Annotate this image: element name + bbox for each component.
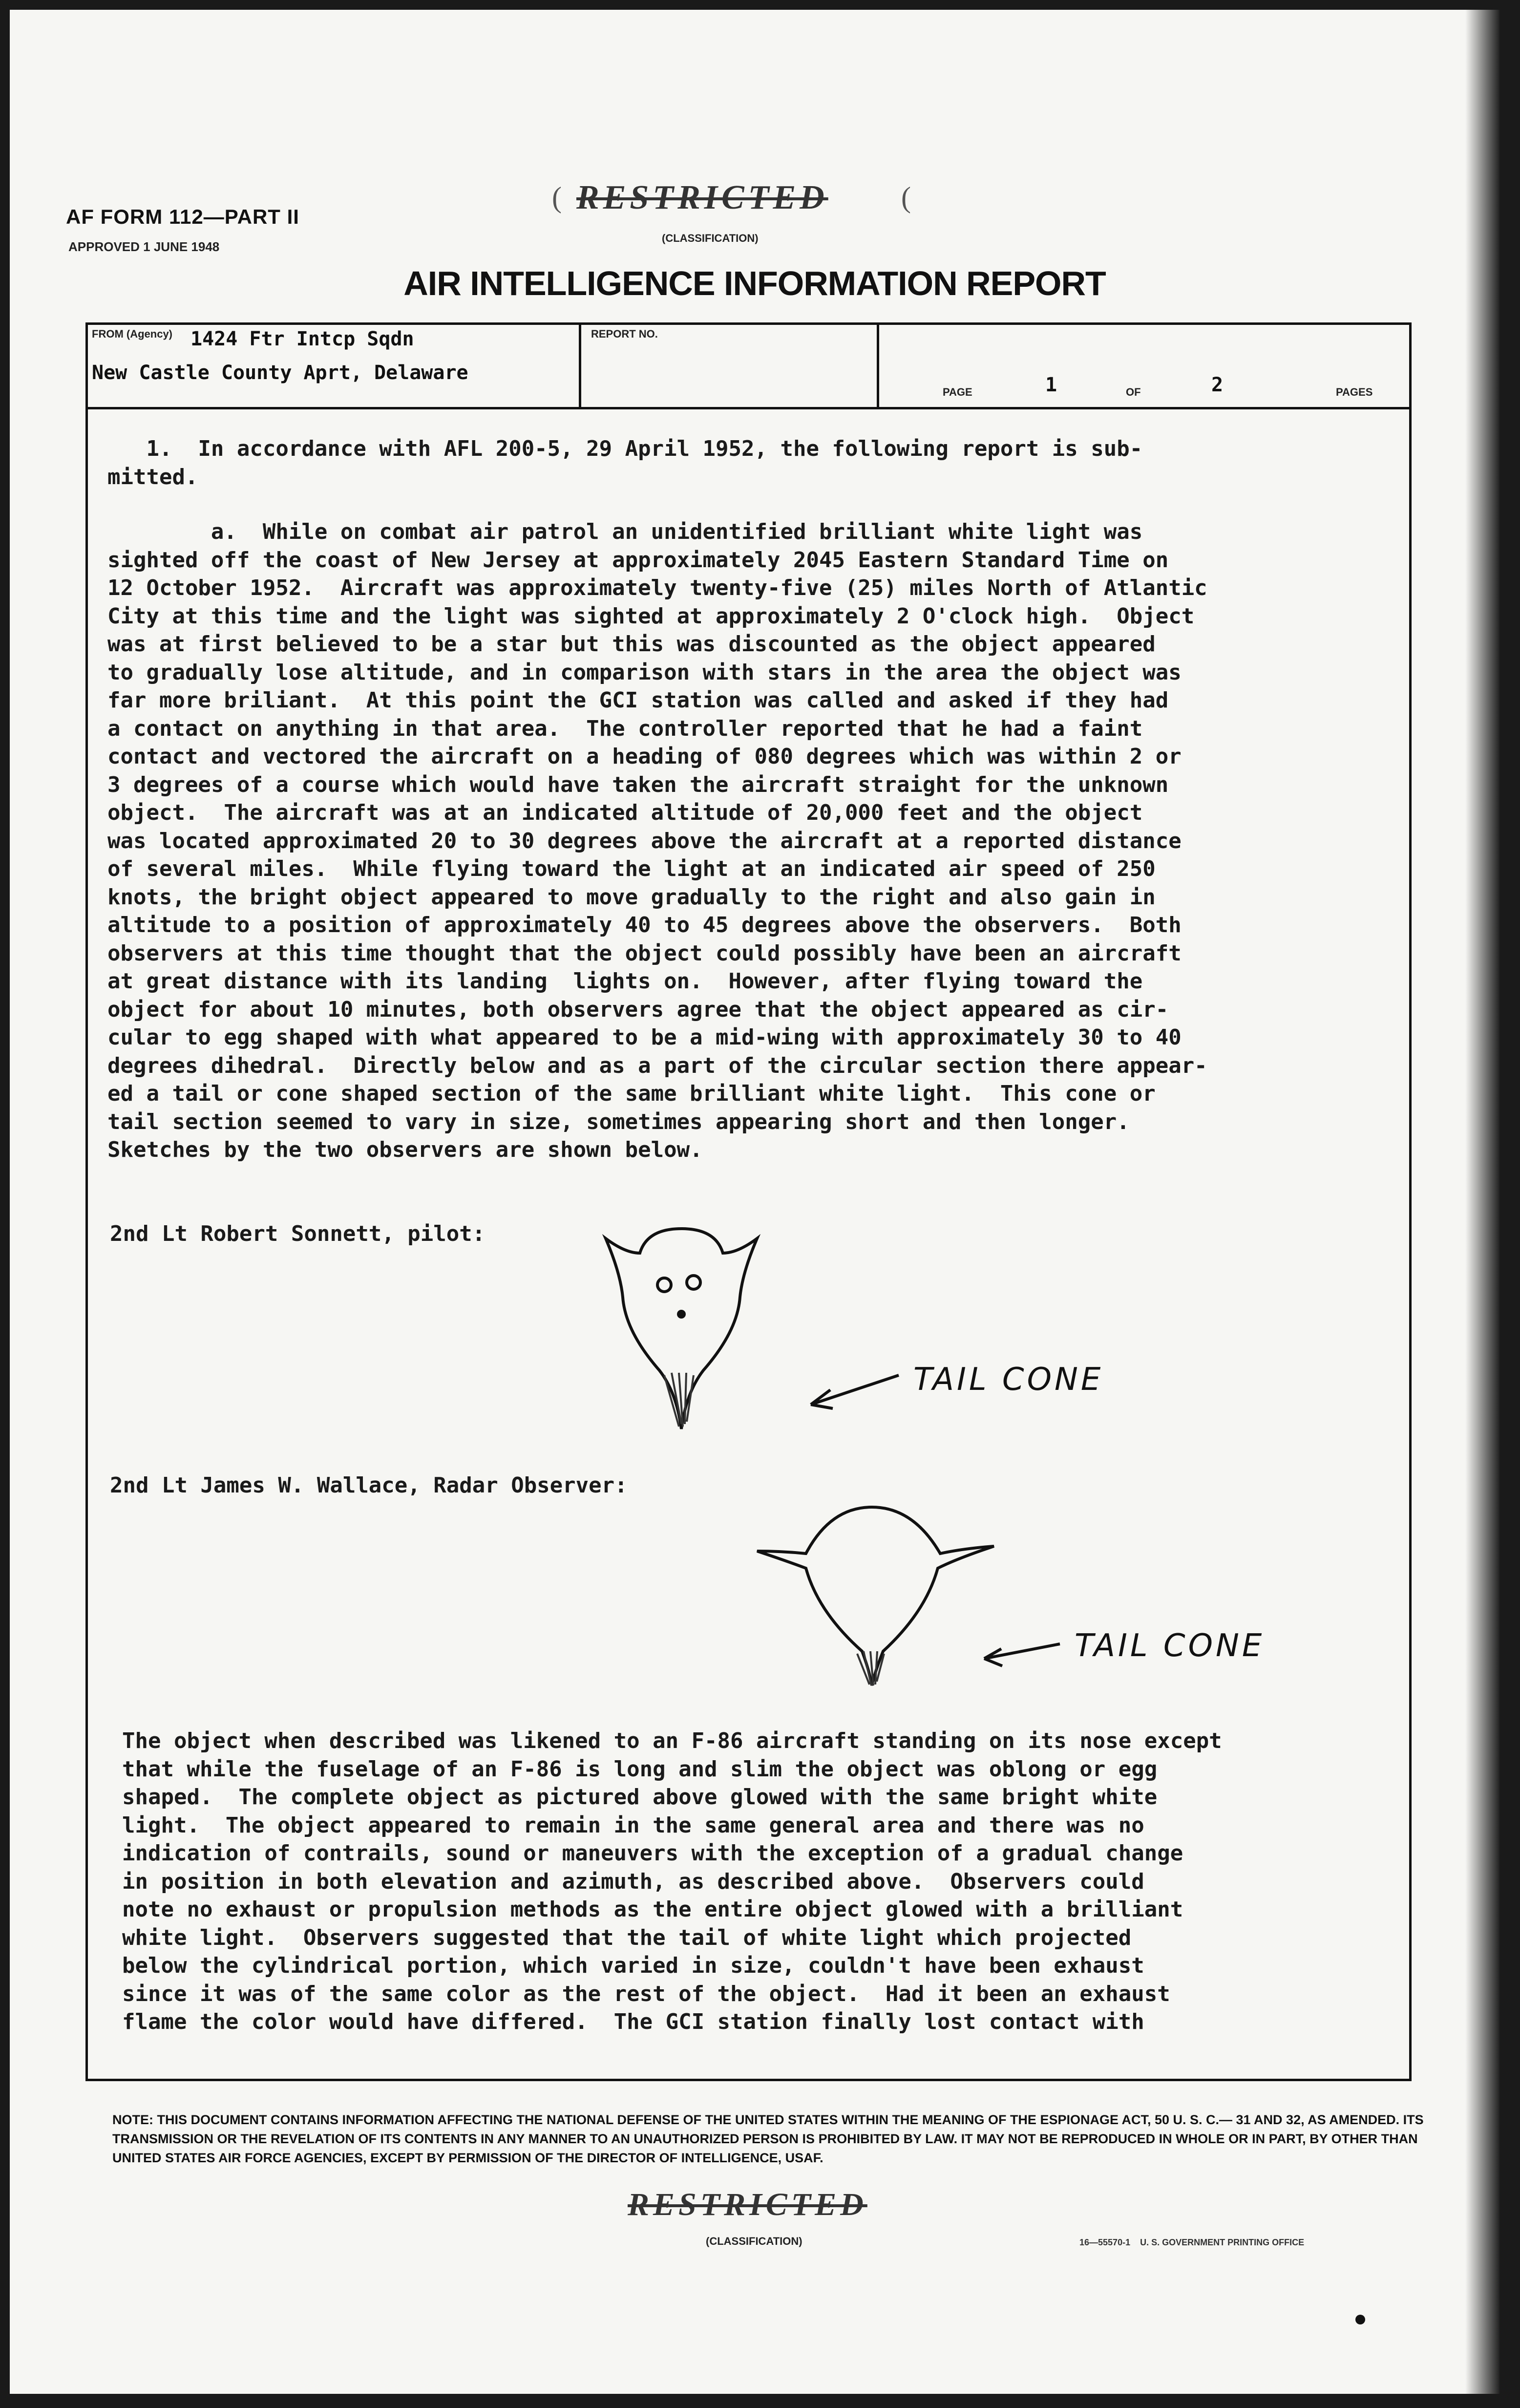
sketch-radar-observer bbox=[752, 1490, 1368, 1705]
form-id: AF FORM 112—PART II bbox=[66, 205, 299, 228]
pages-label: PAGES bbox=[1336, 386, 1373, 398]
intro-paragraph: 1. In accordance with AFL 200-5, 29 April 1952, the following report is sub- mitted. bbox=[107, 436, 1143, 490]
stamp-bracket-right: ( bbox=[901, 181, 911, 213]
classification-stamp-top: RESTRICTED bbox=[576, 179, 828, 216]
observer-2-caption: 2nd Lt James W. Wallace, Radar Observer: bbox=[110, 1473, 628, 1498]
report-title: AIR INTELLIGENCE INFORMATION REPORT bbox=[403, 264, 1106, 302]
of-label: OF bbox=[1126, 386, 1141, 398]
report-no-label: REPORT NO. bbox=[591, 328, 658, 340]
form-approved: APPROVED 1 JUNE 1948 bbox=[68, 239, 220, 254]
sketch-radar-label: TAIL CONE bbox=[1075, 1628, 1265, 1664]
page-label: PAGE bbox=[943, 386, 972, 398]
sketch-pilot-eye-left bbox=[657, 1278, 671, 1292]
paragraph-final: The object when described was likened to an F-86 aircraft standing on its nose except that while the fuselage of an F-86 is long and slim the object was oblong or egg shaped. The complete object as pictured above glowed with the same bright white light. The object appeared to remain in the same general area and there was no indication of contrails, sound or maneuvers with the exception of a gradual change in position in both elevation and azimuth, as described above. Observers could note no exhaust or propulsion methods as the entire object glowed with a brilliant white light. Observers suggested that the tail of white light which projected below the cylindrical portion, which varied in size, couldn't have been exhaust since it was of the same color as the rest of the object. Had it been an exhaust flame the color would have differed. The GCI station finally lost contact with bbox=[122, 1728, 1222, 2034]
page-number: 1 bbox=[1045, 374, 1057, 396]
classification-label-bottom: (CLASSIFICATION) bbox=[706, 2235, 802, 2247]
total-pages: 2 bbox=[1211, 374, 1224, 396]
sketch-radar-outline bbox=[757, 1507, 994, 1685]
sketch-pilot bbox=[576, 1224, 1162, 1453]
observer-1-caption: 2nd Lt Robert Sonnett, pilot: bbox=[110, 1221, 486, 1246]
report-frame bbox=[85, 322, 1412, 2081]
document-page bbox=[10, 10, 1499, 2394]
espionage-act-notice: NOTE: THIS DOCUMENT CONTAINS INFORMATION AFFECTING THE NATIONAL DEFENSE OF THE UNITED STATES WITHIN THE MEANING OF THE ESPIONAGE ACT, 50 U. S. C.— 31 AND 32, AS AMENDED. ITS TRANSMISSION OR THE REVELATION OF ITS CONTENTS IN ANY MANNER TO AN UNAUTHORIZED PERSON IS PROHIBITED BY LAW. IT MAY NOT BE REPRODUCED IN WHOLE OR IN PART, BY OTHER THAN UNITED STATES AIR FORCE AGENCIES, EXCEPT BY PERMISSION OF THE DIRECTOR OF INTELLIGENCE, USAF. bbox=[112, 2112, 1424, 2165]
report-header bbox=[88, 325, 1409, 409]
header-divider-1 bbox=[579, 325, 581, 407]
classification-stamp-bottom: RESTRICTED bbox=[628, 2187, 867, 2222]
printer-imprint: 16—55570-1 U. S. GOVERNMENT PRINTING OFFICE bbox=[1079, 2238, 1305, 2247]
from-location: New Castle County Aprt, Delaware bbox=[92, 362, 468, 384]
sketch-pilot-arrow bbox=[811, 1375, 899, 1408]
ink-mark bbox=[1355, 2315, 1365, 2324]
scan-edge bbox=[1465, 10, 1499, 2394]
classification-label-top: (CLASSIFICATION) bbox=[662, 232, 759, 244]
sketch-pilot-eye-right bbox=[687, 1276, 700, 1289]
stamp-bracket-left: ( bbox=[552, 181, 562, 213]
sketch-pilot-label: TAIL CONE bbox=[913, 1362, 1104, 1398]
from-unit: 1424 Ftr Intcp Sqdn bbox=[190, 328, 414, 350]
from-label: FROM (Agency) bbox=[92, 328, 172, 340]
sketch-radar-arrow bbox=[984, 1644, 1060, 1666]
header-divider-2 bbox=[877, 325, 879, 407]
paragraph-a: a. While on combat air patrol an unidentified brilliant white light was sighted off the coast of New Jersey at approximately 2045 Eastern Standard Time on 12 October 1952. Aircraft was approximately twenty-five (25) miles North of Atlantic City at this time and the light was sighted at approximately 2 O'clock high. Object was at first believed to be a star but this was discounted as the object appeared to gradually lose altitude, and in comparison with stars in the area the object was far more briliant. At this point the GCI station was called and asked if they had a contact on anything in that area. The controller reported that he had a faint contact and vectored the aircraft on a heading of 080 degrees which was within 2 or 3 degrees of a course which would have taken the aircraft straight for the unknown object. The aircraft was at an indicated altitude of 20,000 feet and the object was located approximated 20 to 30 degrees above the aircraft at a reported distance of several miles. While flying toward the light at an indicated air speed of 250 knots, the bright object appeared to move gradually to the right and also gain in altitude to a position of approximately 40 to 45 degrees above the observers. Both observers at this time thought that the object could possibly have been an aircraft at great distance with its landing lights on. However, after flying toward the object for about 10 minutes, both observers agree that the object appeared as cir- cular to egg shaped with what appeared to be a mid-wing with approximately 30 to 40 degrees dihedral. Directly below and as a part of the circular section there appear- ed a tail or cone shaped section of the same brilliant white light. This cone or tail section seemed to vary in size, sometimes appearing short and then longer. Sketches by the two observers are shown below. bbox=[107, 519, 1207, 1162]
sketch-pilot-mouth bbox=[677, 1310, 686, 1319]
